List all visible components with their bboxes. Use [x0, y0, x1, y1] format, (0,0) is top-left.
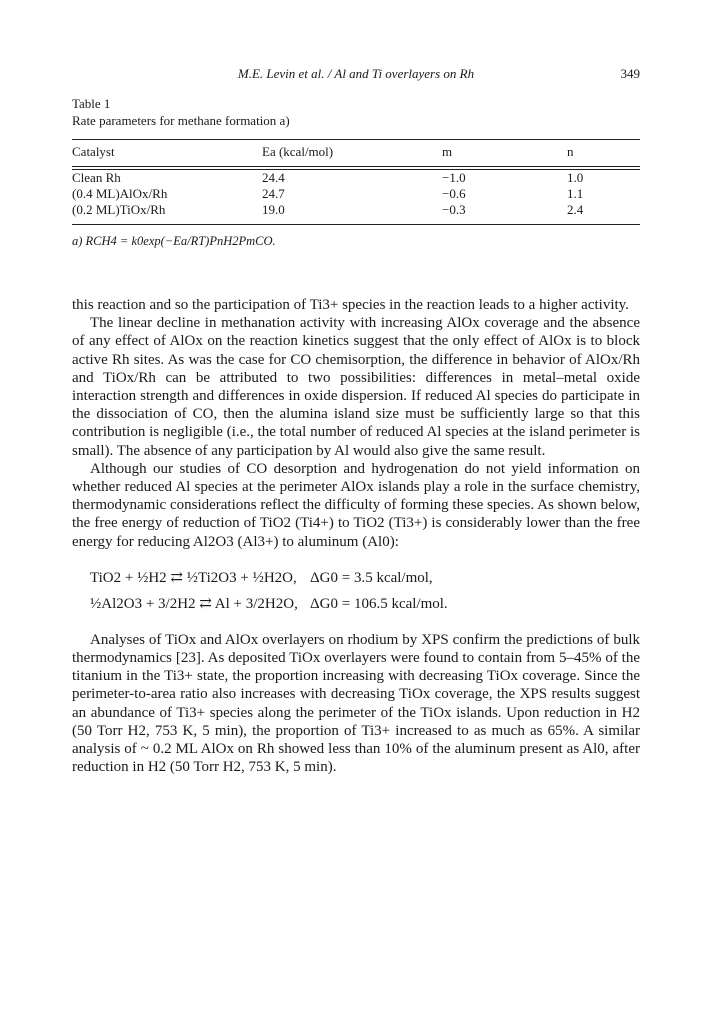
page-number: 349	[620, 66, 640, 81]
column-header-catalyst: Catalyst	[72, 144, 115, 159]
table-label: Table 1	[72, 96, 111, 111]
equation-lhs: ½Al2O3 + 3/2H2 ⇄ Al + 3/2H2O,	[90, 595, 298, 612]
table-cell: Clean Rh	[72, 170, 121, 185]
table-cell: 24.4	[262, 170, 285, 185]
paragraph: The linear decline in methanation activity with increasing AlOx coverage and the absence of any effect of AlOx on the reaction kinetics suggest that the only effect of AlOx is to block active Rh sites. As was the case for CO chemisorption, the difference in behavior of AlOx/Rh and TiOx/Rh can be attributed to two possibilities: differences in metal–metal oxide interaction strength and differences in oxide dispersion. If reduced Al species do participate in the dissociation of CO, then the alumina island size must be sufficiently large so that this contribution is negligible (i.e., the total number of reduced Al species at the island perimeter is small). The absence of any participation by Al would also give the same result.	[72, 315, 640, 459]
column-header-n: n	[567, 144, 574, 159]
table-cell: 1.1	[567, 186, 584, 201]
column-header-m: m	[442, 144, 453, 159]
table-row	[72, 202, 640, 218]
table-caption: Rate parameters for methane formation a)	[72, 113, 290, 128]
paragraph: Although our studies of CO desorption and hydrogenation do not yield information on whether reduced Al species at the perimeter AlOx islands play a role in the surface chemistry, thermodynamic considerations reflect the difficulty of forming these species. As shown below, the free energy of reduction of TiO2 (Ti4+) to TiO2 (Ti3+) is considerably lower than the free energy for reducing Al2O3 (Al3+) to aluminum (Al0):	[72, 460, 640, 550]
table-cell: −0.3	[442, 202, 466, 217]
column-header-ea: Ea (kcal/mol)	[262, 144, 334, 159]
equation-lhs: TiO2 + ½H2 ⇄ ½Ti2O3 + ½H2O,	[90, 569, 297, 586]
equation-free-energy: ΔG0 = 3.5 kcal/mol,	[310, 569, 433, 586]
table-cell: 1.0	[567, 170, 584, 185]
table-1	[72, 95, 640, 249]
equations	[90, 565, 640, 617]
running-head: M.E. Levin et al. / Al and Ti overlayers on Rh	[237, 66, 475, 81]
table-cell: 24.7	[262, 186, 285, 201]
rate-parameters-table	[72, 140, 640, 218]
table-cell: −1.0	[442, 170, 466, 185]
table-row	[72, 186, 640, 202]
table-header-row	[72, 140, 640, 160]
table-row	[72, 170, 640, 186]
table-cell: 2.4	[567, 202, 584, 217]
table-cell: 19.0	[262, 202, 285, 217]
body-text	[72, 296, 640, 776]
paragraph: this reaction and so the participation of Ti3+ species in the reaction leads to a higher activity.	[72, 297, 629, 313]
equation-free-energy: ΔG0 = 106.5 kcal/mol.	[310, 595, 448, 612]
table-footnote: a) RCH4 = k0exp(−Ea/RT)PnH2PmCO.	[72, 234, 276, 248]
table-bottom-rule	[72, 224, 640, 225]
table-cell: (0.4 ML)AlOx/Rh	[72, 186, 168, 201]
equation-tio2	[90, 565, 640, 591]
table-cell: −0.6	[442, 186, 466, 201]
table-cell: (0.2 ML)TiOx/Rh	[72, 202, 166, 217]
paragraph: Analyses of TiOx and AlOx overlayers on rhodium by XPS confirm the predictions of bulk thermodynamics [23]. As deposited TiOx overlayers were found to contain from 5–45% of the titanium in the Ti3+ state, the proportion increasing with decreasing TiOx coverage. Since the perimeter-to-area ratio also increases with decreasing TiOx coverage, the XPS results suggest an abundance of Ti3+ species along the perimeter of the TiOx islands. Upon reduction in H2 (50 Torr H2, 753 K, 5 min), the proportion of Ti3+ increased to as much as 65%. A similar analysis of ~ 0.2 ML AlOx on Rh showed less than 10% of the aluminum present as Al0, after reduction in H2 (50 Torr H2, 753 K, 5 min).	[72, 631, 640, 776]
equation-al2o3	[90, 591, 640, 617]
